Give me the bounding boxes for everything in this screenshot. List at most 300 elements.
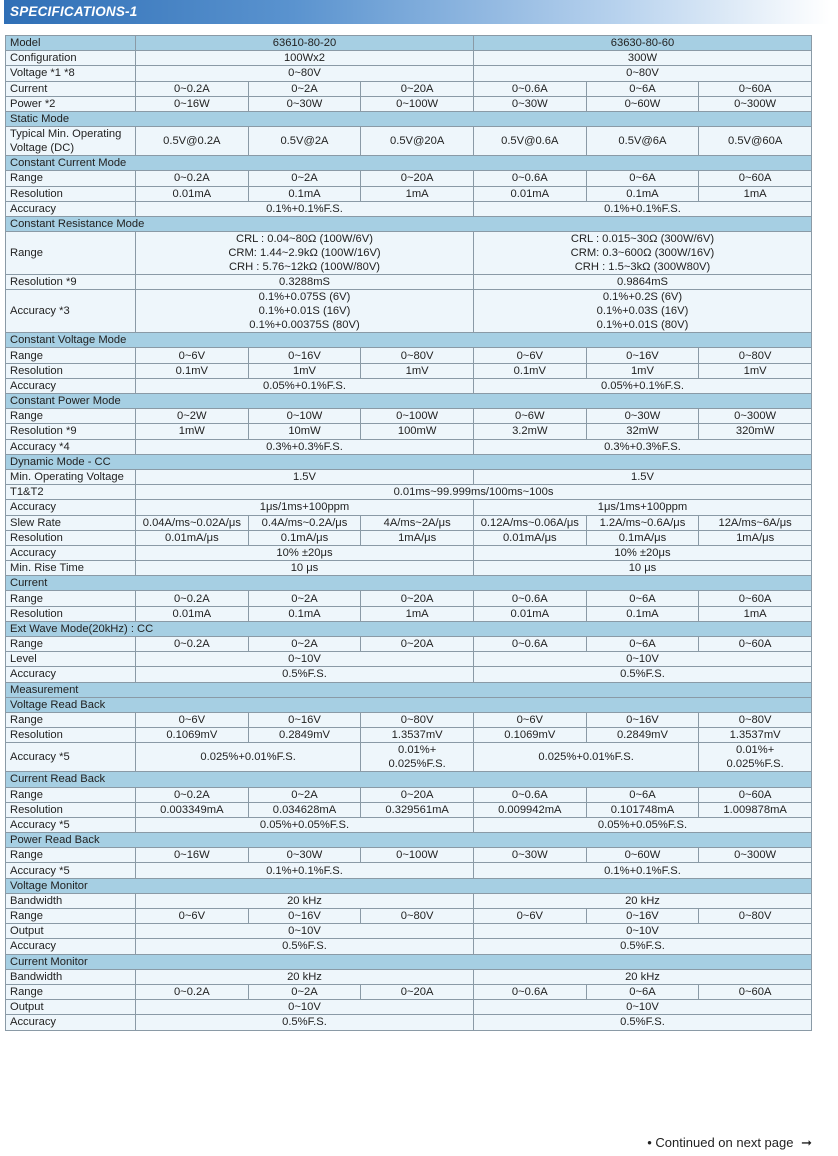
table-cell: 0.1069mV xyxy=(136,728,249,743)
table-cell: 0.1mA/μs xyxy=(586,530,699,545)
table-row xyxy=(6,186,812,201)
table-cell: 0~60A xyxy=(699,171,812,186)
table-cell: 0.2849mV xyxy=(248,728,361,743)
section-header-row xyxy=(6,111,812,126)
table-cell: 0.9864mS xyxy=(473,275,811,290)
table-row xyxy=(6,939,812,954)
table-row xyxy=(6,909,812,924)
continued-text: Continued on next page xyxy=(655,1135,794,1150)
table-cell: 20 kHz xyxy=(473,893,811,908)
table-cell: 0~6V xyxy=(136,348,249,363)
section-title: Voltage Monitor xyxy=(6,878,812,893)
table-row xyxy=(6,863,812,878)
table-cell: 10 μs xyxy=(136,561,474,576)
table-row xyxy=(6,743,812,772)
specifications-table xyxy=(5,35,812,1031)
table-cell: 100Wx2 xyxy=(136,51,474,66)
table-cell: 10 μs xyxy=(473,561,811,576)
table-cell: 0.1%+0.1%F.S. xyxy=(136,201,474,216)
table-row xyxy=(6,485,812,500)
section-title: Dynamic Mode - CC xyxy=(6,454,812,469)
table-cell: 0~0.6A xyxy=(473,787,586,802)
table-cell: 0~16V xyxy=(248,348,361,363)
table-cell: 0.01mA xyxy=(473,186,586,201)
row-label: Bandwidth xyxy=(6,893,136,908)
section-title: Measurement xyxy=(6,682,812,697)
table-cell: 0~6A xyxy=(586,984,699,999)
table-cell: 0.034628mA xyxy=(248,802,361,817)
table-row xyxy=(6,96,812,111)
table-cell: 0.1mA xyxy=(248,186,361,201)
table-row xyxy=(6,652,812,667)
section-header-row xyxy=(6,156,812,171)
section-header-row xyxy=(6,772,812,787)
table-row xyxy=(6,1015,812,1030)
table-cell: 100mW xyxy=(361,424,474,439)
table-cell: 0~6V xyxy=(136,712,249,727)
section-title: Current Read Back xyxy=(6,772,812,787)
table-cell: 0.1%+0.1%F.S. xyxy=(136,863,474,878)
table-cell: 0~20A xyxy=(361,591,474,606)
table-row xyxy=(6,984,812,999)
table-cell: 0~2A xyxy=(248,171,361,186)
table-cell: 1mA xyxy=(361,606,474,621)
table-cell: 0~0.2A xyxy=(136,81,249,96)
table-cell: 0.01mA xyxy=(473,606,586,621)
table-cell: 3.2mW xyxy=(473,424,586,439)
table-cell: 0.329561mA xyxy=(361,802,474,817)
section-title: Constant Current Mode xyxy=(6,156,812,171)
table-cell: 0~80V xyxy=(699,712,812,727)
table-cell: 0.5%F.S. xyxy=(473,1015,811,1030)
table-cell: 0.1mA xyxy=(248,606,361,621)
table-cell: 0.01mA xyxy=(136,606,249,621)
row-label: Accuracy *3 xyxy=(6,290,136,333)
table-cell: 0~20A xyxy=(361,171,474,186)
row-label: Resolution xyxy=(6,606,136,621)
row-label: Current xyxy=(6,81,136,96)
table-cell: 0~6A xyxy=(586,591,699,606)
table-cell: 4A/ms~2A/μs xyxy=(361,515,474,530)
row-label: Configuration xyxy=(6,51,136,66)
table-cell: 1mA xyxy=(699,606,812,621)
table-cell: 0.5V@0.6A xyxy=(473,127,586,156)
table-row xyxy=(6,515,812,530)
table-cell: 0~16V xyxy=(586,909,699,924)
table-cell: 0.5%F.S. xyxy=(136,667,474,682)
table-row xyxy=(6,424,812,439)
table-row xyxy=(6,171,812,186)
table-cell: 0~10W xyxy=(248,409,361,424)
table-cell: 0.5%F.S. xyxy=(136,939,474,954)
section-title: Static Mode xyxy=(6,111,812,126)
table-row xyxy=(6,201,812,216)
table-cell: 20 kHz xyxy=(473,969,811,984)
table-cell: 320mW xyxy=(699,424,812,439)
table-cell: 0~6V xyxy=(473,909,586,924)
table-cell: 0.5V@0.2A xyxy=(136,127,249,156)
row-label: Range xyxy=(6,232,136,275)
row-label: Resolution xyxy=(6,802,136,817)
table-cell: 0.1mA xyxy=(586,606,699,621)
row-label: T1&T2 xyxy=(6,485,136,500)
table-cell: 10% ±20μs xyxy=(473,545,811,560)
table-row xyxy=(6,893,812,908)
banner-title: SPECIFICATIONS-1 xyxy=(10,4,138,19)
table-cell: 0~300W xyxy=(699,409,812,424)
table-cell: 0.01%+ 0.025%F.S. xyxy=(361,743,474,772)
table-cell: 0~2W xyxy=(136,409,249,424)
table-cell: 0~300W xyxy=(699,848,812,863)
table-cell: CRL : 0.04~80Ω (100W/6V) CRM: 1.44~2.9kΩ (100W/16V) CRH : 5.76~12kΩ (100W/80V) xyxy=(136,232,474,275)
table-cell: 0~10V xyxy=(473,652,811,667)
row-label: Accuracy xyxy=(6,500,136,515)
row-label: Resolution xyxy=(6,363,136,378)
table-cell: 0.3%+0.3%F.S. xyxy=(136,439,474,454)
table-cell: 0~0.2A xyxy=(136,787,249,802)
table-cell: 1mV xyxy=(586,363,699,378)
table-cell: 0~60W xyxy=(586,96,699,111)
table-cell: 0~0.6A xyxy=(473,984,586,999)
section-header-row xyxy=(6,878,812,893)
section-header-row xyxy=(6,454,812,469)
table-cell: 1.009878mA xyxy=(699,802,812,817)
table-cell: 12A/ms~6A/μs xyxy=(699,515,812,530)
bullet-icon: • xyxy=(647,1135,652,1150)
table-cell: CRL : 0.015~30Ω (300W/6V) CRM: 0.3~600Ω (300W/16V) CRH : 1.5~3kΩ (300W80V) xyxy=(473,232,811,275)
table-cell: 0~80V xyxy=(473,66,811,81)
table-cell: 0.1%+0.1%F.S. xyxy=(473,201,811,216)
table-cell: 0~2A xyxy=(248,787,361,802)
row-label: Power *2 xyxy=(6,96,136,111)
table-row xyxy=(6,127,812,156)
table-cell: 1.3537mV xyxy=(699,728,812,743)
table-row xyxy=(6,667,812,682)
table-cell: 1μs/1ms+100ppm xyxy=(136,500,474,515)
table-cell: 0~16V xyxy=(586,712,699,727)
table-cell: 0~6A xyxy=(586,171,699,186)
table-cell: 0~30W xyxy=(248,96,361,111)
table-cell: 0~80V xyxy=(361,909,474,924)
table-cell: 0.5%F.S. xyxy=(136,1015,474,1030)
table-cell: 0~6A xyxy=(586,637,699,652)
table-cell: 0~20A xyxy=(361,787,474,802)
section-header-row xyxy=(6,216,812,231)
table-cell: 0~20A xyxy=(361,637,474,652)
table-cell: 0.1%+0.075S (6V) 0.1%+0.01S (16V) 0.1%+0.00375S (80V) xyxy=(136,290,474,333)
table-cell: 1mV xyxy=(699,363,812,378)
specifications-banner xyxy=(4,0,830,24)
section-title: Power Read Back xyxy=(6,833,812,848)
table-row xyxy=(6,348,812,363)
table-cell: 0.05%+0.1%F.S. xyxy=(136,378,474,393)
table-cell: 0~10V xyxy=(473,924,811,939)
table-cell: 1.5V xyxy=(136,469,474,484)
table-cell: 0~30W xyxy=(473,96,586,111)
continued-note xyxy=(647,1135,812,1151)
table-cell: 0~16V xyxy=(248,712,361,727)
table-cell: 0~20A xyxy=(361,81,474,96)
table-cell: 20 kHz xyxy=(136,969,474,984)
row-label: Range xyxy=(6,171,136,186)
table-cell: 0.01mA/μs xyxy=(136,530,249,545)
row-label: Resolution xyxy=(6,530,136,545)
table-cell: 0~2A xyxy=(248,591,361,606)
table-cell: 1mA xyxy=(361,186,474,201)
row-label: Range xyxy=(6,409,136,424)
section-header-row xyxy=(6,621,812,636)
table-row xyxy=(6,924,812,939)
table-cell: 0.05%+0.1%F.S. xyxy=(473,378,811,393)
table-cell: 0.1mV xyxy=(136,363,249,378)
table-cell: 0~16W xyxy=(136,848,249,863)
table-cell: 300W xyxy=(473,51,811,66)
table-row xyxy=(6,66,812,81)
row-label: Accuracy xyxy=(6,378,136,393)
row-label: Range xyxy=(6,637,136,652)
table-cell: 0~0.2A xyxy=(136,637,249,652)
table-cell: 0~0.2A xyxy=(136,171,249,186)
section-title: Ext Wave Mode(20kHz) : CC xyxy=(6,621,812,636)
row-label: Accuracy xyxy=(6,201,136,216)
row-label: Range xyxy=(6,787,136,802)
row-label: Range xyxy=(6,984,136,999)
table-row xyxy=(6,439,812,454)
row-label: Resolution *9 xyxy=(6,275,136,290)
table-cell: 1mV xyxy=(248,363,361,378)
table-cell: 0~6V xyxy=(473,712,586,727)
row-label: Accuracy *4 xyxy=(6,439,136,454)
table-cell: 0.5V@6A xyxy=(586,127,699,156)
table-cell: 0~0.6A xyxy=(473,591,586,606)
table-cell: 0~10V xyxy=(136,1000,474,1015)
table-cell: 10% ±20μs xyxy=(136,545,474,560)
table-cell: 0~2A xyxy=(248,984,361,999)
table-cell: 0.12A/ms~0.06A/μs xyxy=(473,515,586,530)
section-header-row xyxy=(6,833,812,848)
table-cell: 0~16V xyxy=(248,909,361,924)
table-cell: 0.009942mA xyxy=(473,802,586,817)
table-cell: 0.003349mA xyxy=(136,802,249,817)
table-cell: 0~100W xyxy=(361,409,474,424)
row-label: Range xyxy=(6,712,136,727)
row-label: Accuracy *5 xyxy=(6,817,136,832)
table-cell: 0.5%F.S. xyxy=(473,667,811,682)
table-cell: 0~80V xyxy=(361,348,474,363)
table-cell: 0~60A xyxy=(699,984,812,999)
section-title: Constant Power Mode xyxy=(6,394,812,409)
table-row xyxy=(6,787,812,802)
table-cell: 0.1mA xyxy=(586,186,699,201)
row-label: Accuracy *5 xyxy=(6,743,136,772)
table-cell: 0~10V xyxy=(136,924,474,939)
table-cell: 0~60A xyxy=(699,81,812,96)
table-cell: 63610-80-20 xyxy=(136,36,474,51)
table-row xyxy=(6,712,812,727)
table-cell: 0~100W xyxy=(361,96,474,111)
table-cell: 63630-80-60 xyxy=(473,36,811,51)
row-label: Range xyxy=(6,348,136,363)
table-row xyxy=(6,290,812,333)
row-label: Model xyxy=(6,36,136,51)
table-row xyxy=(6,378,812,393)
row-label: Resolution xyxy=(6,186,136,201)
table-cell: 0.025%+0.01%F.S. xyxy=(473,743,698,772)
table-cell: 1mA xyxy=(699,186,812,201)
table-cell: 0.025%+0.01%F.S. xyxy=(136,743,361,772)
table-cell: 0~6V xyxy=(136,909,249,924)
section-header-row xyxy=(6,697,812,712)
table-row xyxy=(6,530,812,545)
table-cell: 1mW xyxy=(136,424,249,439)
table-cell: 0.101748mA xyxy=(586,802,699,817)
row-label: Slew Rate xyxy=(6,515,136,530)
table-cell: 0~10V xyxy=(473,1000,811,1015)
table-cell: 0.1mV xyxy=(473,363,586,378)
row-label: Output xyxy=(6,924,136,939)
row-label: Accuracy xyxy=(6,1015,136,1030)
table-cell: 20 kHz xyxy=(136,893,474,908)
table-row xyxy=(6,500,812,515)
table-cell: 0~10V xyxy=(136,652,474,667)
row-label: Accuracy *5 xyxy=(6,863,136,878)
table-cell: 0.04A/ms~0.02A/μs xyxy=(136,515,249,530)
row-label: Output xyxy=(6,1000,136,1015)
table-cell: 0~6A xyxy=(586,81,699,96)
table-cell: 0.01%+ 0.025%F.S. xyxy=(699,743,812,772)
model-header-row xyxy=(6,36,812,51)
table-row xyxy=(6,51,812,66)
table-cell: 0~80V xyxy=(699,909,812,924)
row-label: Min. Operating Voltage xyxy=(6,469,136,484)
table-cell: 0~6W xyxy=(473,409,586,424)
table-cell: 0.05%+0.05%F.S. xyxy=(473,817,811,832)
table-row xyxy=(6,969,812,984)
table-cell: 0~30W xyxy=(473,848,586,863)
table-cell: 10mW xyxy=(248,424,361,439)
section-header-row xyxy=(6,394,812,409)
table-cell: 0~6V xyxy=(473,348,586,363)
row-label: Voltage *1 *8 xyxy=(6,66,136,81)
table-cell: 0.5V@20A xyxy=(361,127,474,156)
section-title: Constant Resistance Mode xyxy=(6,216,812,231)
row-label: Range xyxy=(6,591,136,606)
table-row xyxy=(6,848,812,863)
table-cell: 0~80V xyxy=(361,712,474,727)
table-row xyxy=(6,363,812,378)
table-cell: 1mA/μs xyxy=(699,530,812,545)
table-row xyxy=(6,561,812,576)
row-label: Level xyxy=(6,652,136,667)
section-title: Constant Voltage Mode xyxy=(6,333,812,348)
table-cell: 1mA/μs xyxy=(361,530,474,545)
table-cell: 0.2849mV xyxy=(586,728,699,743)
table-cell: 0~30W xyxy=(586,409,699,424)
row-label: Accuracy xyxy=(6,545,136,560)
table-cell: 0.1%+0.2S (6V) 0.1%+0.03S (16V) 0.1%+0.01S (80V) xyxy=(473,290,811,333)
table-cell: 0~60A xyxy=(699,787,812,802)
table-cell: 0.3288mS xyxy=(136,275,474,290)
table-row xyxy=(6,728,812,743)
table-row xyxy=(6,606,812,621)
row-label: Bandwidth xyxy=(6,969,136,984)
table-cell: 1.2A/ms~0.6A/μs xyxy=(586,515,699,530)
table-cell: 0~2A xyxy=(248,637,361,652)
table-cell: 0.1%+0.1%F.S. xyxy=(473,863,811,878)
table-cell: 1mV xyxy=(361,363,474,378)
section-title: Current Monitor xyxy=(6,954,812,969)
table-row xyxy=(6,591,812,606)
section-header-row xyxy=(6,682,812,697)
table-row xyxy=(6,545,812,560)
table-cell: 0.1069mV xyxy=(473,728,586,743)
table-cell: 0~0.6A xyxy=(473,637,586,652)
table-cell: 0.01mA/μs xyxy=(473,530,586,545)
table-cell: 0.5V@2A xyxy=(248,127,361,156)
table-cell: 0.01ms~99.999ms/100ms~100s xyxy=(136,485,812,500)
table-cell: 0~60A xyxy=(699,591,812,606)
table-cell: 0~16V xyxy=(586,348,699,363)
table-row xyxy=(6,817,812,832)
table-cell: 0.4A/ms~0.2A/μs xyxy=(248,515,361,530)
table-cell: 0.01mA xyxy=(136,186,249,201)
table-cell: 1.3537mV xyxy=(361,728,474,743)
table-cell: 0~0.2A xyxy=(136,984,249,999)
table-cell: 32mW xyxy=(586,424,699,439)
row-label: Resolution xyxy=(6,728,136,743)
table-cell: 0~16W xyxy=(136,96,249,111)
section-header-row xyxy=(6,576,812,591)
section-title: Current xyxy=(6,576,812,591)
table-cell: 0~2A xyxy=(248,81,361,96)
table-row xyxy=(6,1000,812,1015)
table-cell: 1μs/1ms+100ppm xyxy=(473,500,811,515)
table-row xyxy=(6,802,812,817)
row-label: Typical Min. Operating Voltage (DC) xyxy=(6,127,136,156)
table-row xyxy=(6,232,812,275)
section-header-row xyxy=(6,954,812,969)
table-cell: 0.5V@60A xyxy=(699,127,812,156)
row-label: Accuracy xyxy=(6,667,136,682)
table-cell: 0~100W xyxy=(361,848,474,863)
table-cell: 0~60W xyxy=(586,848,699,863)
table-cell: 0.3%+0.3%F.S. xyxy=(473,439,811,454)
table-cell: 0~0.2A xyxy=(136,591,249,606)
section-title: Voltage Read Back xyxy=(6,697,812,712)
table-cell: 0~6A xyxy=(586,787,699,802)
table-row xyxy=(6,275,812,290)
row-label: Accuracy xyxy=(6,939,136,954)
table-cell: 0~0.6A xyxy=(473,171,586,186)
table-cell: 0~300W xyxy=(699,96,812,111)
table-cell: 0~30W xyxy=(248,848,361,863)
table-row xyxy=(6,637,812,652)
arrow-right-icon: ➞ xyxy=(801,1135,812,1150)
row-label: Resolution *9 xyxy=(6,424,136,439)
table-cell: 0~60A xyxy=(699,637,812,652)
table-cell: 1.5V xyxy=(473,469,811,484)
section-header-row xyxy=(6,333,812,348)
table-cell: 0~0.6A xyxy=(473,81,586,96)
table-cell: 0~20A xyxy=(361,984,474,999)
table-cell: 0.05%+0.05%F.S. xyxy=(136,817,474,832)
table-row xyxy=(6,409,812,424)
row-label: Min. Rise Time xyxy=(6,561,136,576)
table-cell: 0~80V xyxy=(136,66,474,81)
table-row xyxy=(6,469,812,484)
row-label: Range xyxy=(6,909,136,924)
table-cell: 0.5%F.S. xyxy=(473,939,811,954)
